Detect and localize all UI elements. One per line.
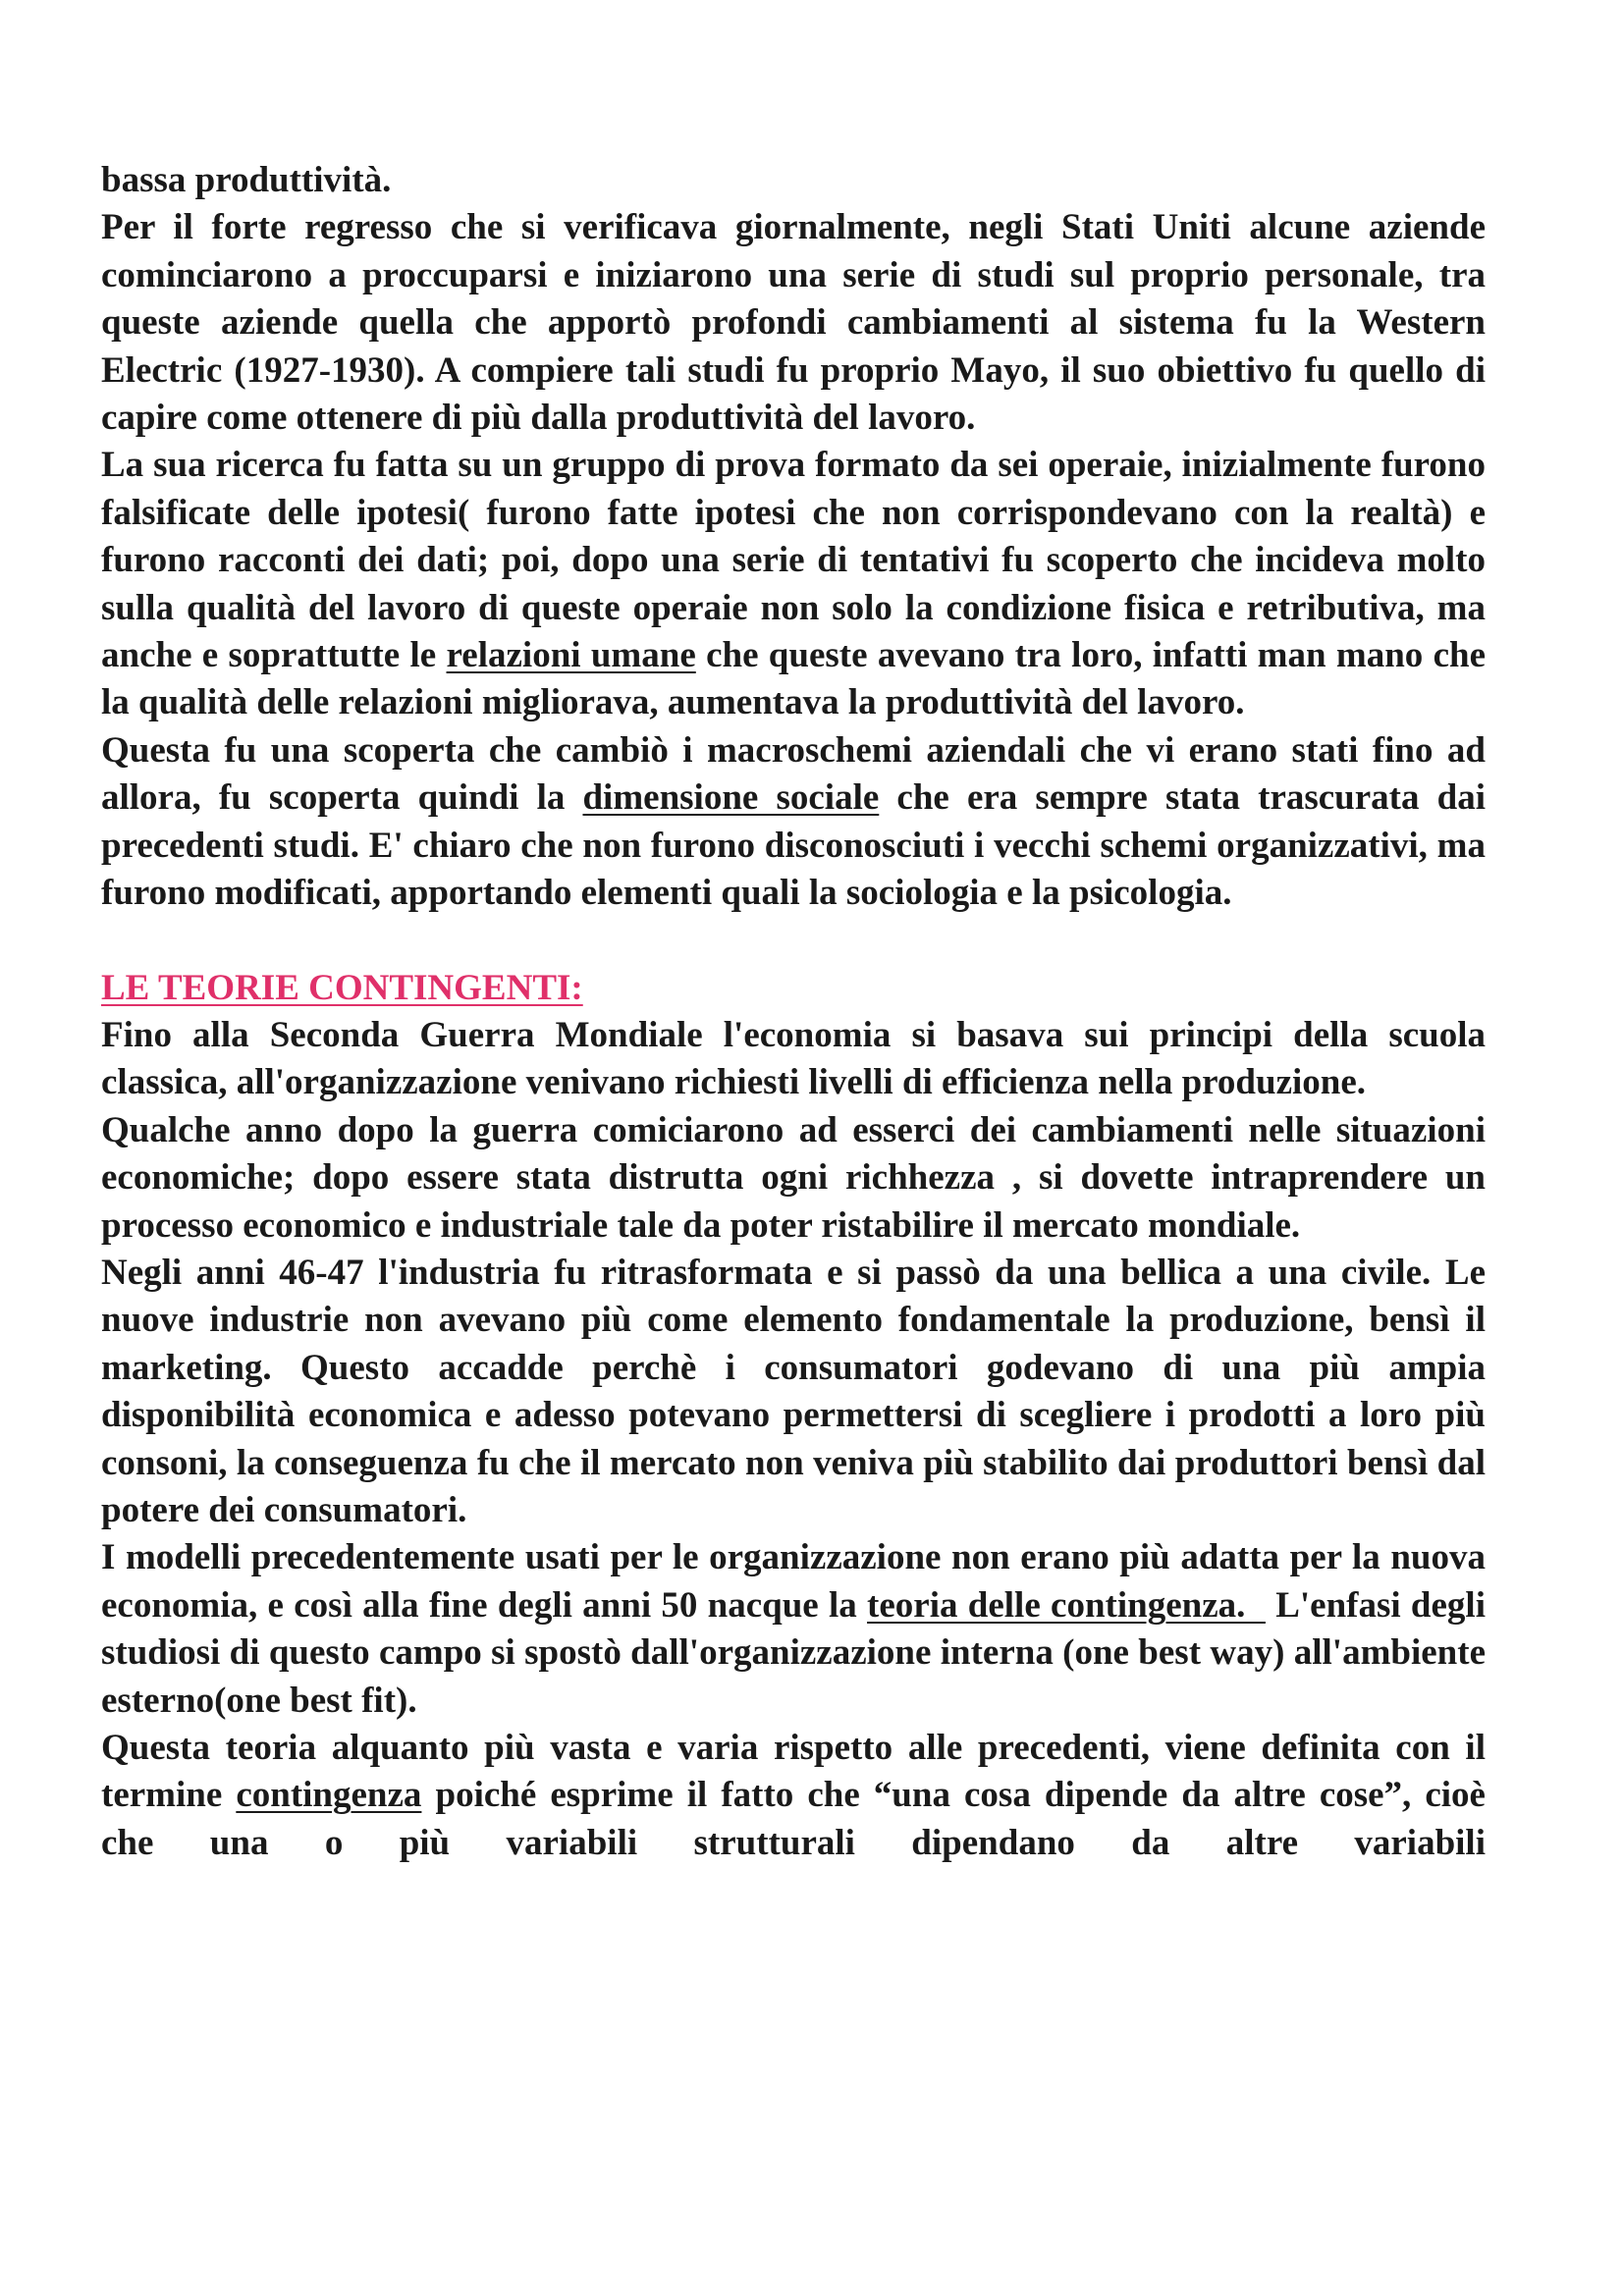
term-contingenza: contingenza	[236, 1775, 422, 1816]
paragraph-text: che era sempre stata trascurata dai precedenti studi. E' chiaro che non furono disconosciuti i vecchi schemi organizzativi, ma furono modificati, apportando elementi quali la sociologia e la psicologia.	[101, 777, 1486, 914]
section-heading: LE TEORIE CONTINGENTI:	[101, 967, 583, 1008]
paragraph-marketing: Negli anni 46-47 l'industria fu ritrasformata e si passò da una bellica a una civile. Le nuove industrie non avevano più come elemento fondamentale la produzione, bensì il marketing. Questo accadde perchè i consumatori godevano di una più ampia disponibilità economica e adesso potevano permettersi di scegliere i prodotti a loro più consoni, la conseguenza fu che il mercato non veniva più stabilito dai produttori bensì dal potere dei consumatori.	[101, 1252, 1486, 1530]
paragraph-contingenza-definition	[101, 1725, 1486, 1867]
paragraph-text: Questa teoria alquanto più vasta e varia rispetto alle precedenti, viene definita con il termine	[101, 1728, 1486, 1816]
paragraph-relazioni-umane	[101, 442, 1486, 726]
term-dimensione-sociale: dimensione sociale	[582, 777, 880, 819]
paragraph-text: I modelli precedentemente usati per le organizzazione non erano più adatta per la nuova economia, e così alla fine degli anni 50 nacque la	[101, 1537, 1486, 1626]
paragraph-dimensione-sociale	[101, 727, 1486, 918]
paragraph-text: La sua ricerca fu fatta su un gruppo di prova formato da sei operaie, inizialmente furono falsificate delle ipotesi( furono fatte ipotesi che non corrispondevano con la realtà) e furono racconti dei dati; poi, dopo una serie di tentativi fu scoperto che incideva molto sulla qualità del lavoro di queste operaie non solo la condizione fisica e retributiva, ma anche e soprattutte le	[101, 445, 1486, 676]
paragraph-western-electric: Per il forte regresso che si verificava giornalmente, negli Stati Uniti alcune aziende cominciarono a proccuparsi e iniziarono una serie di studi sul proprio personale, tra queste aziende quella che apportò profondi cambiamenti al sistema fu la Western Electric (1927-1930). A compiere tali studi fu proprio Mayo, il suo obiettivo fu quello di capire come ottenere di più dalla produttività del lavoro.	[101, 207, 1486, 439]
paragraph-text: L'enfasi degli studiosi di questo campo si spostò dall'organizzazione interna (one best way) all'ambiente esterno(one best fit).	[101, 1584, 1486, 1721]
paragraph-teoria-contingenza	[101, 1534, 1486, 1725]
document-page	[101, 157, 1486, 1867]
term-relazioni-umane: relazioni umane	[446, 635, 696, 676]
paragraph-dopoguerra: Qualche anno dopo la guerra comiciarono ad esserci dei cambiamenti nelle situazioni economiche; dopo essere stata distrutta ogni richhezza , si dovette intraprendere un processo economico e industriale tale da poter ristabilire il mercato mondiale.	[101, 1109, 1486, 1246]
paragraph-text: poiché esprime il fatto che “una cosa dipende da altre cose”, cioè che una o più variabili strutturali dipendano da altre variabili	[101, 1775, 1486, 1863]
term-teoria-delle-contingenza: teoria delle contingenza.	[867, 1584, 1266, 1626]
paragraph-text: che queste avevano tra loro, infatti man mano che la qualità delle relazioni migliorava, aumentava la produttività del lavoro.	[101, 635, 1486, 723]
paragraph-seconda-guerra: Fino alla Seconda Guerra Mondiale l'economia si basava sui principi della scuola classica, all'organizzazione venivano richiesti livelli di efficienza nella produzione.	[101, 1014, 1486, 1103]
paragraph-text: Questa fu una scoperta che cambiò i macroschemi aziendali che vi erano stati fino ad allora, fu scoperta quindi la	[101, 729, 1486, 819]
intro-line: bassa produttività.	[101, 160, 392, 200]
